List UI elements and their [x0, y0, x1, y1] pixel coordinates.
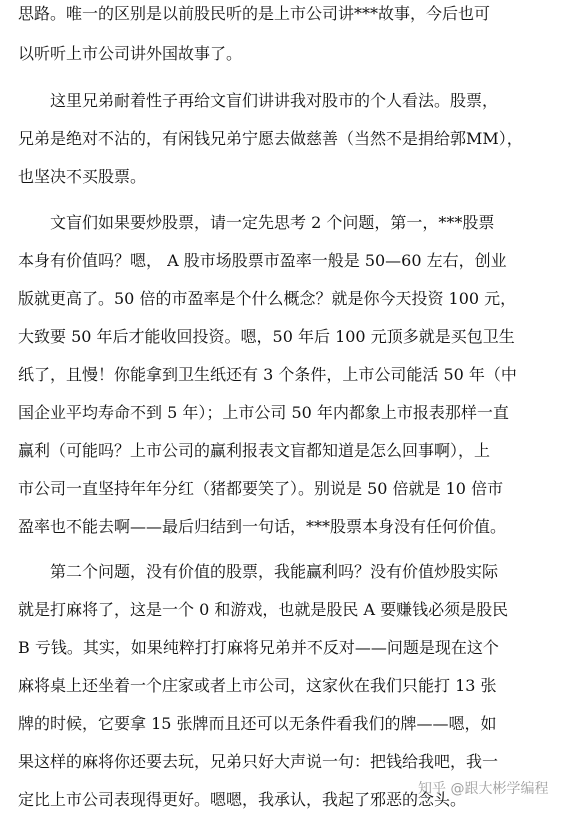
text-line: 赢利（可能吗？上市公司的赢利报表文盲都知道是怎么回事啊），上 — [18, 441, 491, 460]
text-line: 纸了，且慢！你能拿到卫生纸还有 3 个条件，上市公司能活 50 年（中 — [18, 365, 517, 384]
text-line: 第二个问题，没有价值的股票，我能赢利吗？没有价值炒股实际 — [18, 562, 499, 581]
text-line: 这里兄弟耐着性子再给文盲们讲讲我对股市的个人看法。股票， — [18, 91, 499, 110]
text-line: 盈率也不能去啊——最后归结到一句话，***股票本身没有任何价值。 — [18, 517, 507, 536]
text-line: 兄弟是绝对不沾的，有闲钱兄弟宁愿去做慈善（当然不是捐给郭MM）， — [18, 129, 523, 148]
text-line: B 亏钱。其实，如果纯粹打打麻将兄弟并不反对——问题是现在这个 — [18, 638, 499, 657]
text-line: 定比上市公司表现得更好。嗯嗯，我承认，我起了邪恶的念头。 — [18, 790, 467, 809]
text-line: 本身有价值吗？嗯， A 股市场股票市盈率一般是 50—60 左右，创业 — [18, 251, 507, 270]
text-line: 国企业平均寿命不到 5 年）；上市公司 50 年内都象上市报表那样一直 — [18, 403, 509, 422]
text-line: 版就更高了。50 倍的市盈率是个什么概念？就是你今天投资 100 元， — [18, 289, 517, 308]
text-line: 就是打麻将了，这是一个 0 和游戏，也就是股民 A 要赚钱必须是股民 — [18, 600, 509, 619]
text-line: 牌的时候，它要拿 15 张牌而且还可以无条件看我们的牌——嗯，如 — [18, 714, 497, 733]
text-line: 果这样的麻将你还要去玩，兄弟只好大声说一句：把钱给我吧，我一 — [18, 752, 499, 771]
text-line: 大致要 50 年后才能收回投资。嗯，50 年后 100 元顶多就是买包卫生 — [18, 327, 515, 346]
text-line: 也坚决不买股票。 — [18, 167, 147, 186]
text-line: 思路。唯一的区别是以前股民听的是上市公司讲***故事，今后也可 — [18, 4, 491, 23]
text-line: 麻将桌上还坐着一个庄家或者上市公司，这家伙在我们只能打 13 张 — [18, 676, 497, 695]
text-line: 文盲们如果要炒股票，请一定先思考 2 个问题，第一，***股票 — [18, 213, 495, 232]
watermark-text: 知乎 @跟大彬学编程 — [418, 781, 549, 797]
text-line: 市公司一直坚持年年分红（猪都要笑了）。别说是 50 倍就是 10 倍市 — [18, 479, 504, 498]
text-line: 以听听上市公司讲外国故事了。 — [18, 44, 243, 63]
